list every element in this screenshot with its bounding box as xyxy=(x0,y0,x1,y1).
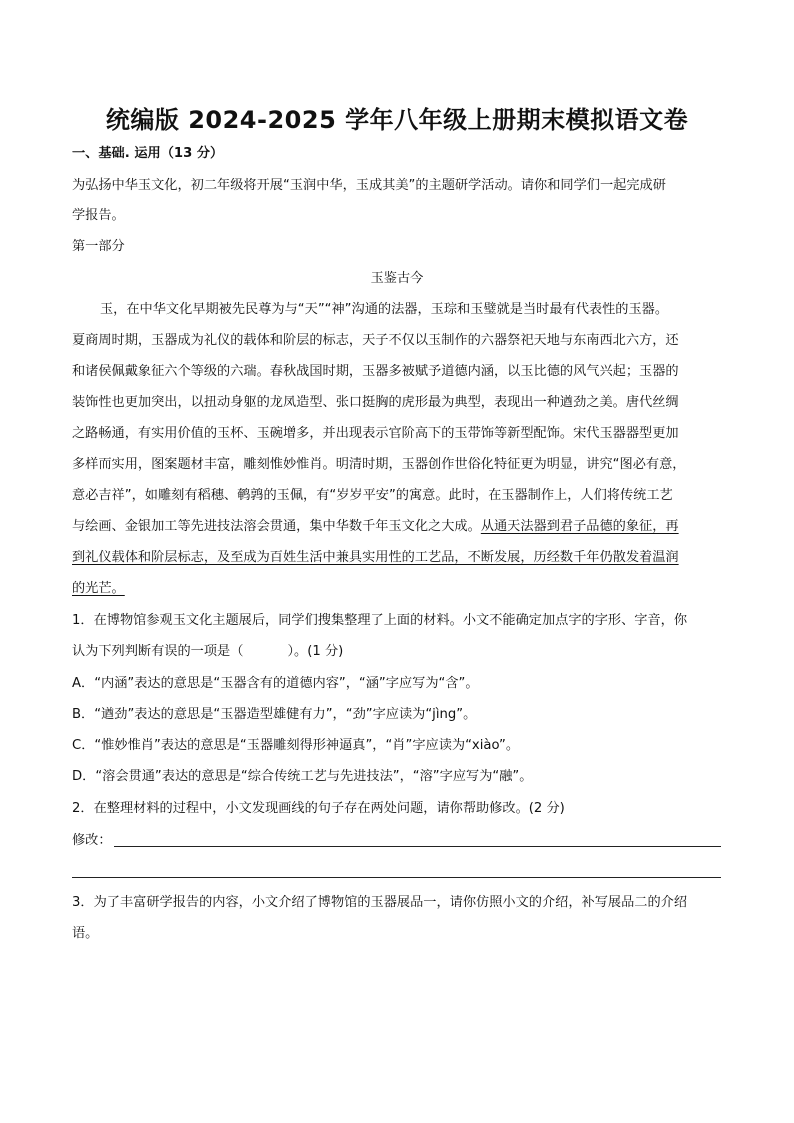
article-line-4: 装饰性也更加突出，以扭动身躯的龙凤造型、张口挺胸的虎形最为典型，表现出一种遒劲之美。唐代丝绸 xyxy=(72,395,679,410)
q3-stem-line-2: 语。 xyxy=(72,926,99,941)
q2-answer-line-1[interactable] xyxy=(114,846,721,847)
intro-line-1: 为弘扬中华玉文化，初二年级将开展“玉润中华，玉成其美”的主题研学活动。请你和同学们一起完成研 xyxy=(72,178,666,193)
underlined-sentence-part-1: 从通天法器到君子品德的象征，再 xyxy=(480,519,679,534)
article-line-8-text: 与绘画、金银加工等先进技法溶会贯通，集中华数千年玉文化之大成。 xyxy=(72,519,481,534)
underlined-sentence-part-3: 的光芒。 xyxy=(72,581,125,596)
article-line-7: 意必吉祥”，如雕刻有稻穗、鹌鹑的玉佩，有“岁岁平安”的寓意。此时，在玉器制作上，人们将传统工艺 xyxy=(72,488,673,503)
q1-stem-text: 认为下列判断有误的一项是（ xyxy=(72,644,244,659)
q1-stem-score: ）。(1 分) xyxy=(287,644,344,659)
q1-option-a: A．“内涵”表达的意思是“玉器含有的道德内容”，“涵”字应写为“含”。 xyxy=(72,676,479,691)
part-label: 第一部分 xyxy=(72,239,125,254)
q2-answer-label: 修改： xyxy=(72,833,112,848)
q1-stem-line-1: 1．在博物馆参观玉文化主题展后，同学们搜集整理了上面的材料。小文不能确定加点字的字形、字音，你 xyxy=(72,613,688,628)
article-line-3: 和诸侯佩戴象征六个等级的六瑞。春秋战国时期，玉器多被赋予道德内涵，以玉比德的风气兴起；玉器的 xyxy=(72,364,679,379)
article-line-5: 之路畅通，有实用价值的玉杯、玉碗增多，并出现表示官阶高下的玉带饰等新型配饰。宋代玉器器型更加 xyxy=(72,426,679,441)
article-line-1: 玉，在中华文化早期被先民尊为与“天”“神”沟通的法器，玉琮和玉璧就是当时最有代表性的玉器。 xyxy=(100,302,669,317)
underlined-sentence-part-2: 到礼仪载体和阶层标志，及至成为百姓生活中兼具实用性的工艺品，不断发展，历经数千年仍散发着温润 xyxy=(72,550,679,565)
q2-answer-line-2[interactable] xyxy=(72,877,721,878)
article-line-8 xyxy=(72,517,732,537)
q1-option-c: C．“惟妙惟肖”表达的意思是“玉器雕刻得形神逼真”，“肖”字应读为“xiào”。 xyxy=(72,738,520,753)
article-line-10 xyxy=(72,579,732,599)
q2-stem: 2．在整理材料的过程中，小文发现画线的句子存在两处问题，请你帮助修改。(2 分) xyxy=(72,801,565,816)
article-line-2: 夏商周时期，玉器成为礼仪的载体和阶层的标志，天子不仅以玉制作的六器祭祀天地与东南西北六方，还 xyxy=(72,333,679,348)
q1-option-b: B．“遒劲”表达的意思是“玉器造型雄健有力”，“劲”字应读为“jìng”。 xyxy=(72,707,477,722)
article-line-6: 多样而实用，图案题材丰富，雕刻惟妙惟肖。明清时期，玉器创作世俗化特征更为明显，讲究“图必有意， xyxy=(72,457,686,472)
article-title: 玉鉴古今 xyxy=(370,271,424,286)
section-heading: 一、基础. 运用（13 分） xyxy=(72,146,224,161)
q3-stem-line-1: 3．为了丰富研学报告的内容，小文介绍了博物馆的玉器展品一，请你仿照小文的介绍，补写展品二的介绍 xyxy=(72,895,688,910)
q1-option-d: D．“溶会贯通”表达的意思是“综合传统工艺与先进技法”，“溶”字应写为“融”。 xyxy=(72,769,533,784)
exam-title: 统编版 2024-2025 学年八年级上册期末模拟语文卷 xyxy=(105,106,689,134)
intro-line-2: 学报告。 xyxy=(72,208,125,223)
q1-stem-line-2 xyxy=(72,642,732,662)
